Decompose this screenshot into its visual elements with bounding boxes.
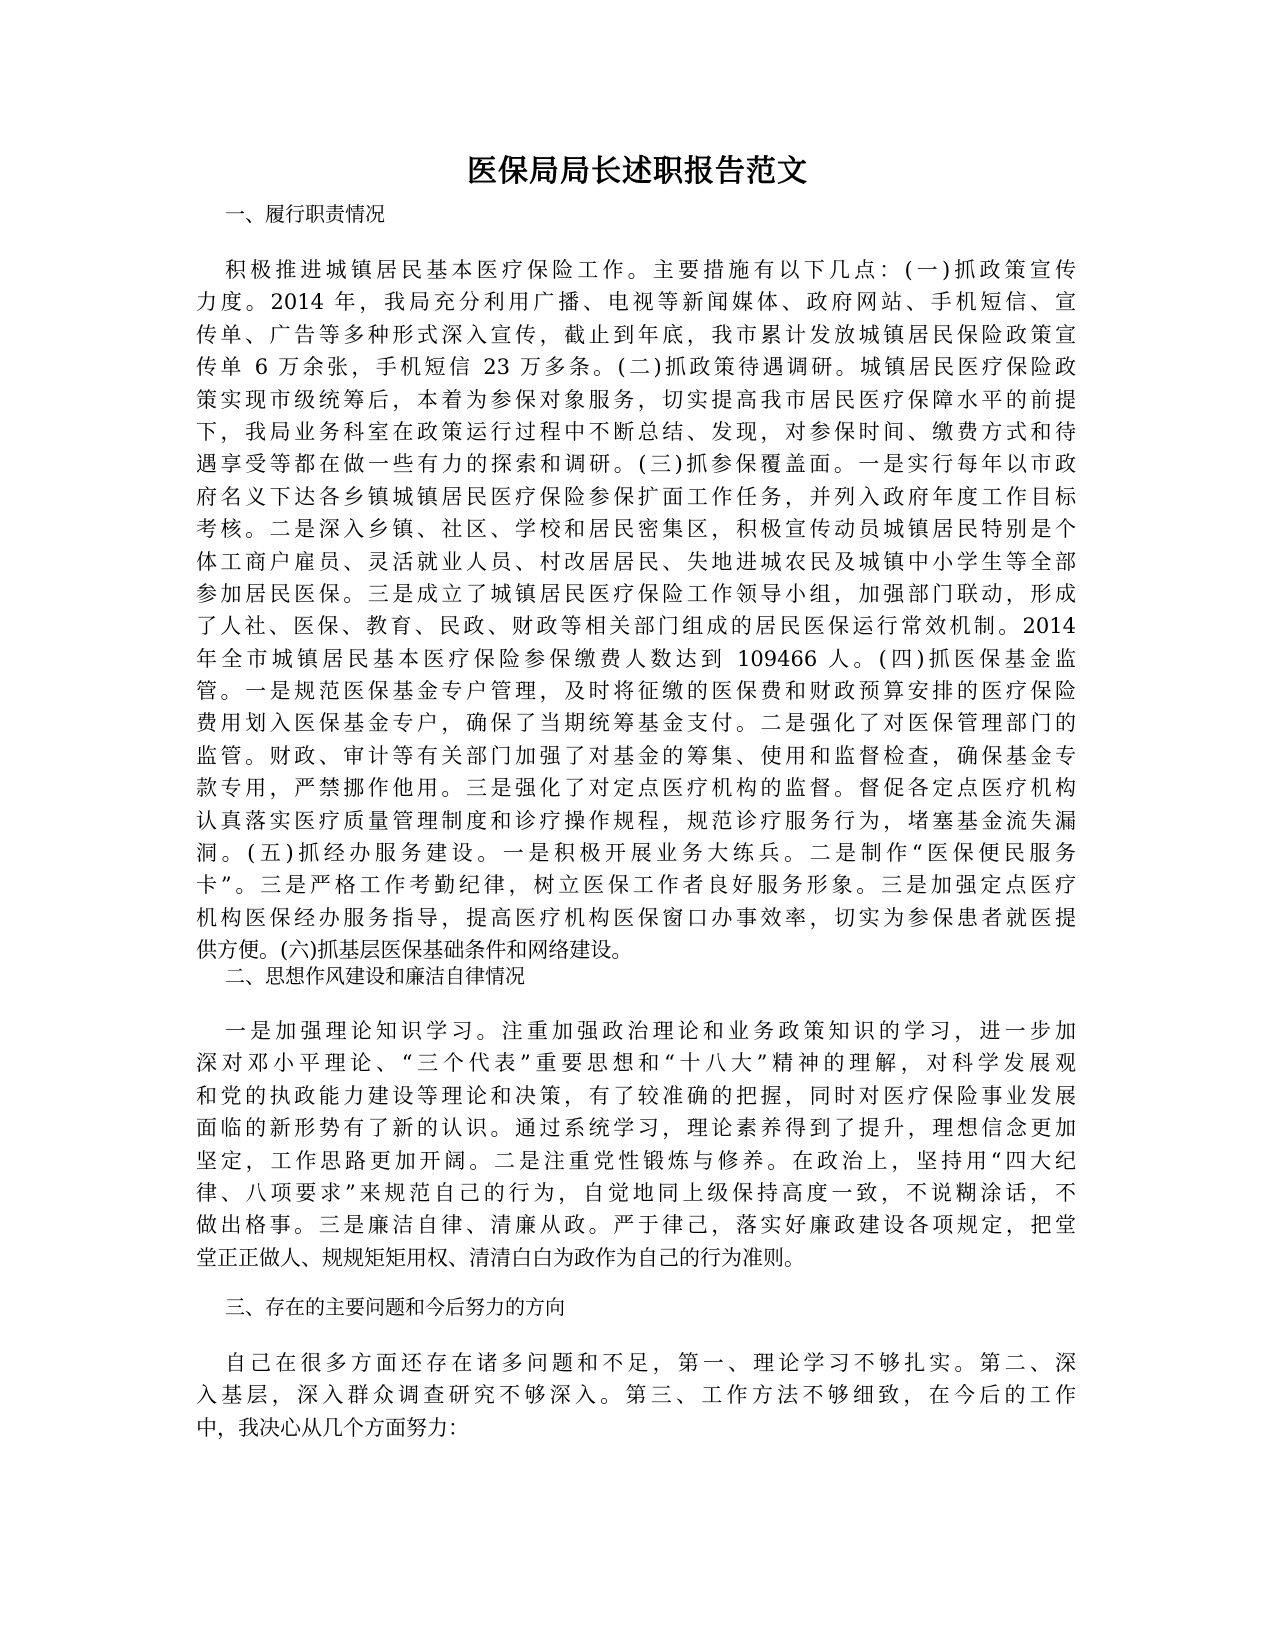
paragraph-line: 入基层，深入群众调查研究不够深入。第三、工作方法不够细致，在今后的工作 bbox=[196, 1383, 1076, 1408]
paragraph-line: 洞。(五)抓经办服务建设。一是积极开展业务大练兵。二是制作“医保便民服务 bbox=[196, 841, 1076, 866]
paragraph-line: 机构医保经办服务指导，提高医疗机构医保窗口办事效率，切实为参保患者就医提 bbox=[196, 905, 1076, 930]
paragraph-line: 年全市城镇居民基本医疗保险参保缴费人数达到 109466 人。(四)抓医保基金监 bbox=[196, 646, 1076, 671]
paragraph-line: 遇享受等都在做一些有力的探索和调研。(三)抓参保覆盖面。一是实行每年以市政 bbox=[196, 452, 1076, 477]
paragraph-line: 做出格事。三是廉洁自律、清廉从政。严于律己，落实好廉政建设各项规定，把堂 bbox=[196, 1213, 1076, 1238]
paragraph-line: 积极推进城镇居民基本医疗保险工作。主要措施有以下几点：(一)抓政策宣传 bbox=[225, 258, 1076, 282]
paragraph-line: 中，我决心从几个方面努力： bbox=[196, 1415, 469, 1440]
paragraph-line: 律、八项要求”来规范自己的行为，自觉地同上级保持高度一致，不说糊涂话，不 bbox=[196, 1180, 1076, 1205]
paragraph-line: 自己在很多方面还存在诸多问题和不足，第一、理论学习不够扎实。第二、深 bbox=[225, 1351, 1076, 1375]
paragraph-line: 认真落实医疗质量管理制度和诊疗操作规程，规范诊疗服务行为，堵塞基金流失漏 bbox=[196, 808, 1076, 833]
section-heading-1: 一、履行职责情况 bbox=[225, 202, 385, 226]
section-paragraph-2 bbox=[196, 1015, 1076, 1274]
section-heading-2: 二、思想作风建设和廉洁自律情况 bbox=[225, 964, 525, 988]
paragraph-line: 一是加强理论知识学习。注重加强政治理论和业务政策知识的学习，进一步加 bbox=[225, 1019, 1076, 1043]
paragraph-line: 府名义下达各乡镇城镇居民医疗保险参保扩面工作任务，并列入政府年度工作目标 bbox=[196, 484, 1076, 509]
section-paragraph-1 bbox=[196, 254, 1076, 967]
paragraph-line: 力度。2014 年，我局充分利用广播、电视等新闻媒体、政府网站、手机短信、宣 bbox=[196, 290, 1076, 315]
paragraph-line: 传单、广告等多种形式深入宣传，截止到年底，我市累计发放城镇居民保险政策宣 bbox=[196, 322, 1076, 347]
paragraph-line: 款专用，严禁挪作他用。三是强化了对定点医疗机构的监督。督促各定点医疗机构 bbox=[196, 776, 1076, 801]
paragraph-line: 坚定，工作思路更加开阔。二是注重党性锻炼与修养。在政治上，坚持用“四大纪 bbox=[196, 1148, 1076, 1173]
paragraph-line: 传单 6 万余张，手机短信 23 万多条。(二)抓政策待遇调研。城镇居民医疗保险政 bbox=[196, 355, 1076, 380]
paragraph-line: 深对邓小平理论、“三个代表”重要思想和“十八大”精神的理解，对科学发展观 bbox=[196, 1051, 1076, 1076]
paragraph-line: 费用划入医保基金专户，确保了当期统筹基金支付。二是强化了对医保管理部门的 bbox=[196, 711, 1076, 736]
paragraph-line: 下，我局业务科室在政策运行过程中不断总结、发现，对参保时间、缴费方式和待 bbox=[196, 419, 1076, 444]
paragraph-line: 管。一是规范医保基金专户管理，及时将征缴的医保费和财政预算安排的医疗保险 bbox=[196, 679, 1076, 704]
document-title: 医保局局长述职报告范文 bbox=[467, 154, 808, 189]
paragraph-line: 卡”。三是严格工作考勤纪律，树立医保工作者良好服务形象。三是加强定点医疗 bbox=[196, 873, 1076, 898]
paragraph-line: 监管。财政、审计等有关部门加强了对基金的筹集、使用和监督检查，确保基金专 bbox=[196, 743, 1076, 768]
section-heading-3: 三、存在的主要问题和今后努力的方向 bbox=[225, 1295, 565, 1319]
paragraph-line: 策实现市级统筹后，本着为参保对象服务，切实提高我市居民医疗保障水平的前提 bbox=[196, 387, 1076, 412]
section-paragraph-3 bbox=[196, 1347, 1076, 1444]
paragraph-line: 考核。二是深入乡镇、社区、学校和居民密集区，积极宣传动员城镇居民特别是个 bbox=[196, 517, 1076, 542]
paragraph-line: 供方便。(六)抓基层医保基础条件和网络建设。 bbox=[196, 938, 633, 963]
paragraph-line: 堂正正做人、规规矩矩用权、清清白白为政作为自己的行为准则。 bbox=[196, 1245, 805, 1270]
paragraph-line: 参加居民医保。三是成立了城镇居民医疗保险工作领导小组，加强部门联动，形成 bbox=[196, 581, 1076, 606]
paragraph-line: 了人社、医保、教育、民政、财政等相关部门组成的居民医保运行常效机制。2014 bbox=[196, 614, 1076, 639]
paragraph-line: 面临的新形势有了新的认识。通过系统学习，理论素养得到了提升，理想信念更加 bbox=[196, 1116, 1076, 1141]
paragraph-line: 和党的执政能力建设等理论和决策，有了较准确的把握，同时对医疗保险事业发展 bbox=[196, 1083, 1076, 1108]
paragraph-line: 体工商户雇员、灵活就业人员、村改居居民、失地进城农民及城镇中小学生等全部 bbox=[196, 549, 1076, 574]
